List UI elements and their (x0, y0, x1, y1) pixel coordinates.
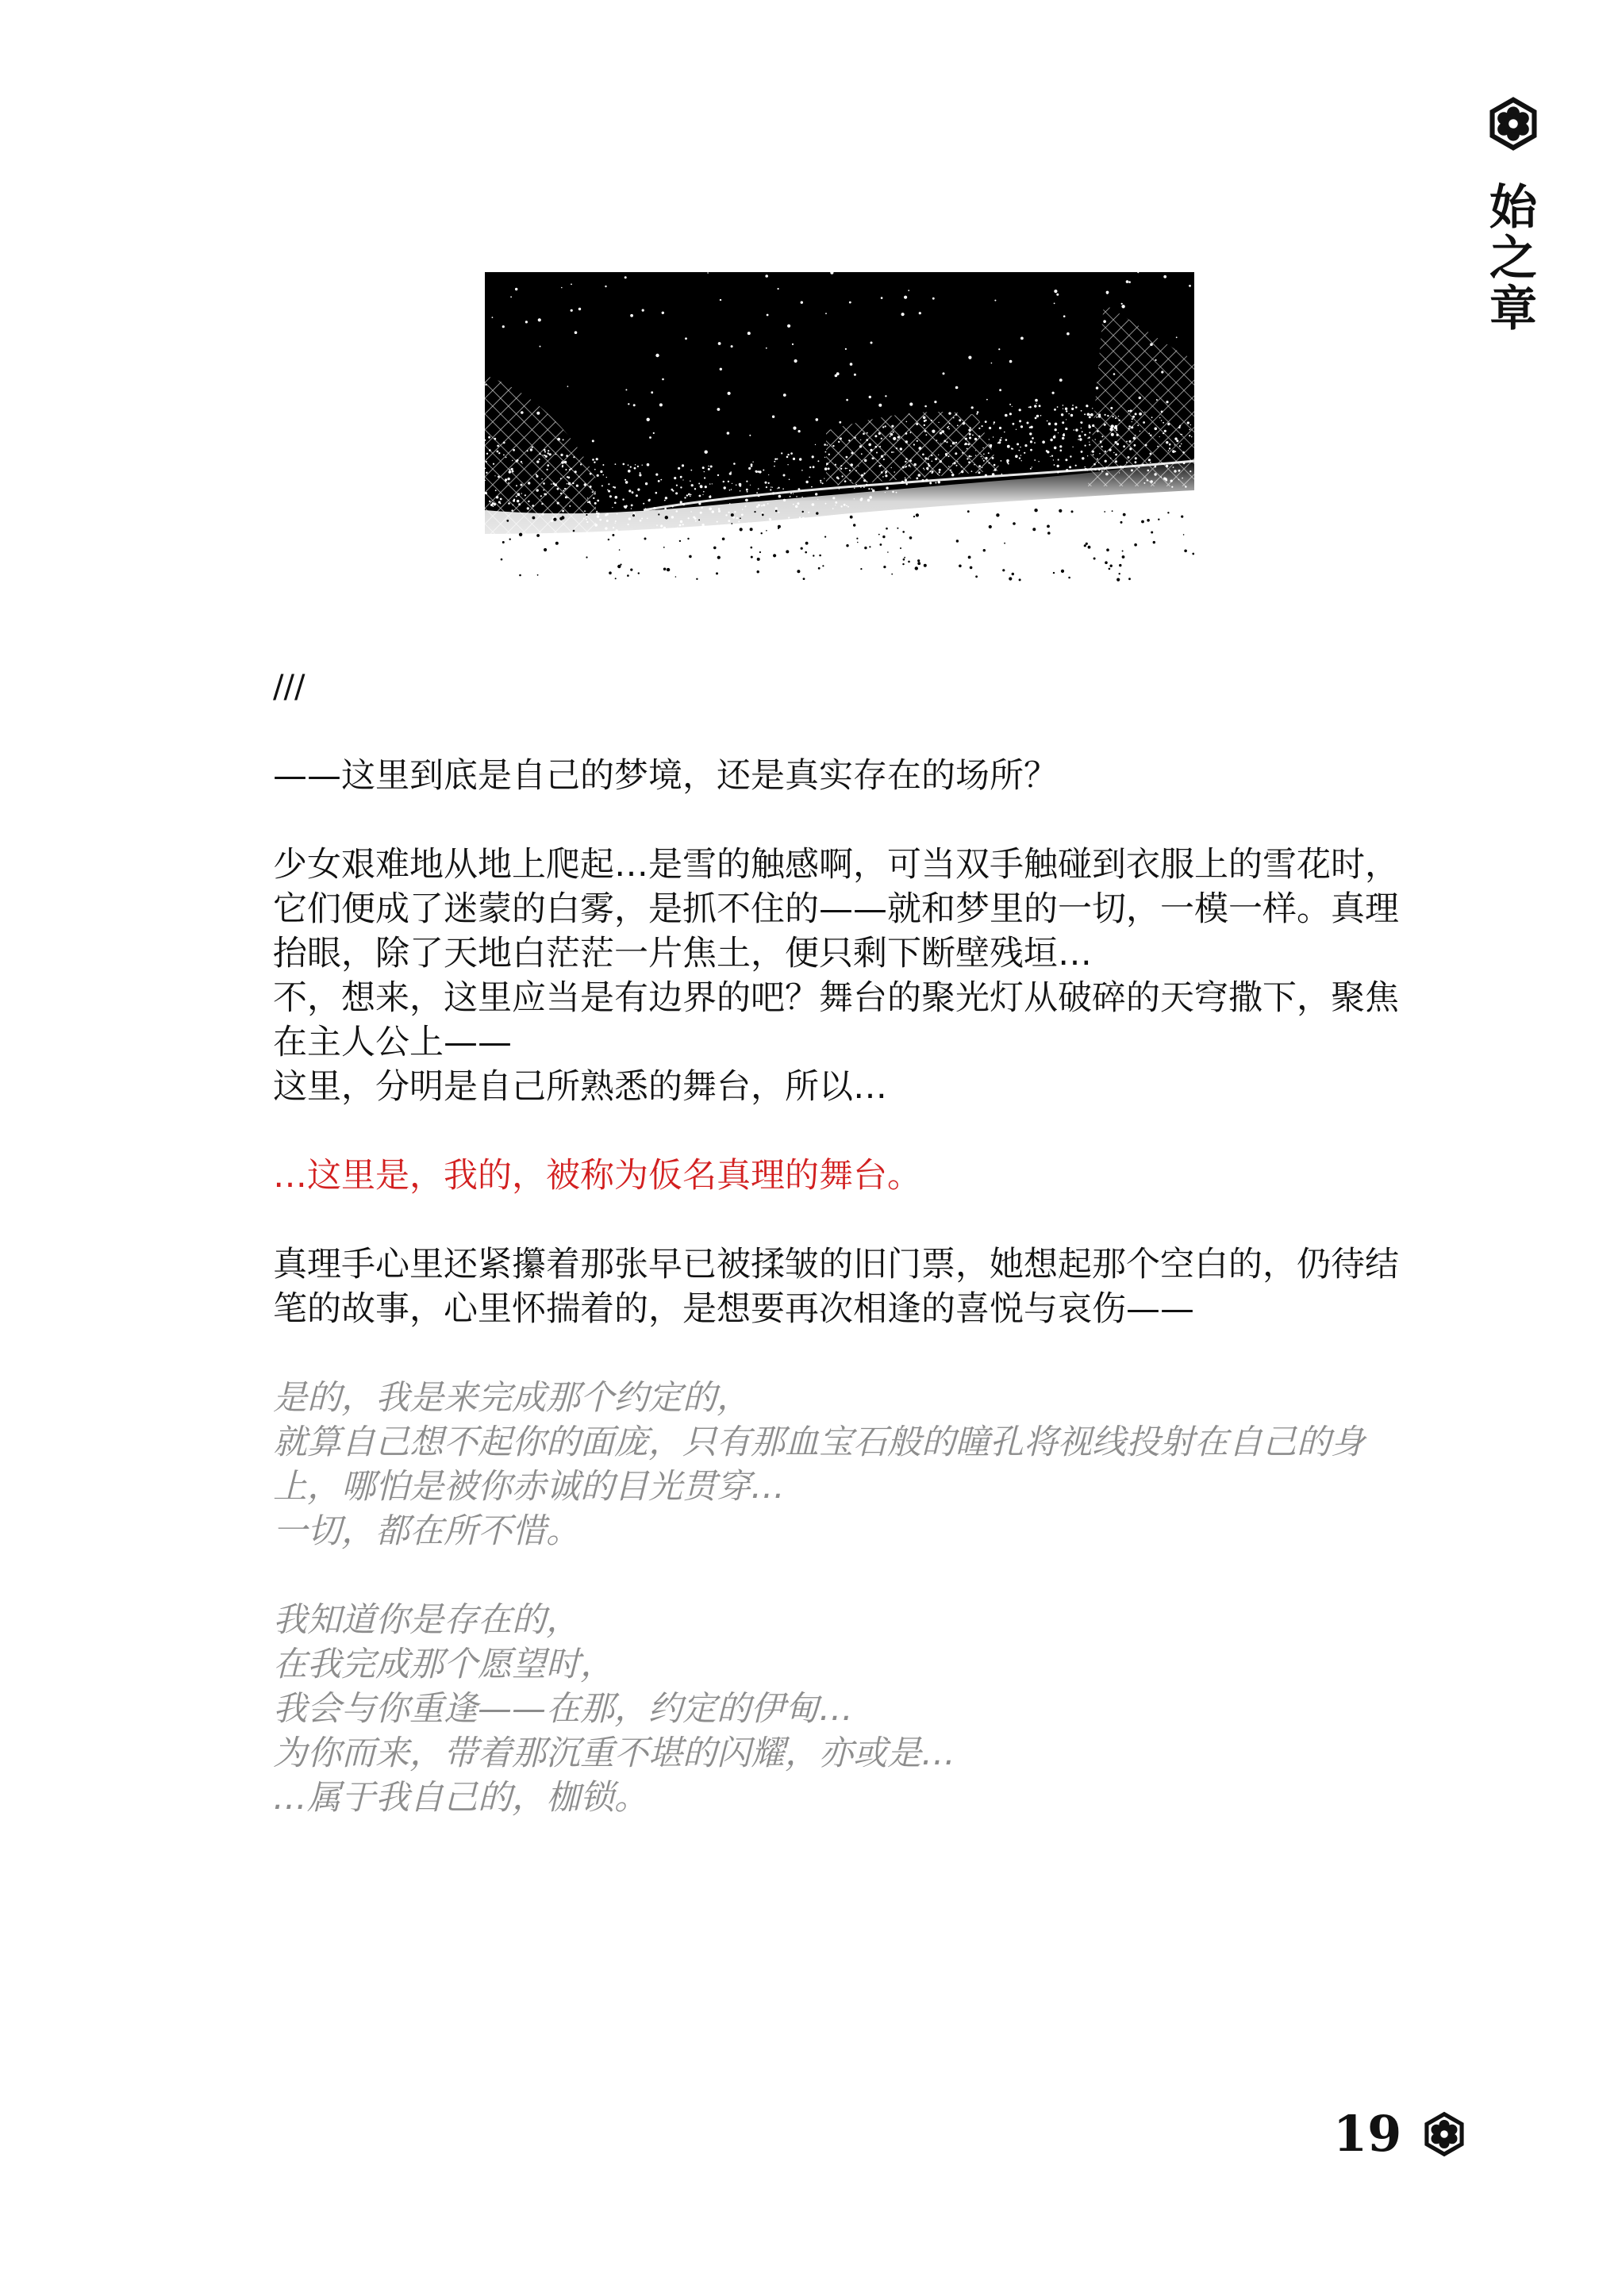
section-divider: /// (273, 669, 306, 705)
paragraph: 真理手心里还紧攥着那张早已被揉皱的旧门票，她想起那个空白的，仍待结笔的故事，心里怀揣着的，是想要再次相逢的喜悦与哀伤—— (273, 1245, 1399, 1329)
poem-line: 就算自己想不起你的面庞，只有那血宝石般的瞳孔将视线投射在自己的身上，哪怕是被你赤诚的目光贯穿… (273, 1423, 1365, 1507)
flower-emblem-icon (1485, 95, 1542, 152)
flower-emblem-icon (1420, 2110, 1468, 2158)
paragraph: 少女艰难地从地上爬起…是雪的触感啊，可当双手触碰到衣服上的雪花时，它们便成了迷蒙的白雾，是抓不住的——就和梦里的一切，一模一样。真理抬眼，除了天地白茫茫一片焦土，便只剩下断壁残垣… (273, 845, 1399, 973)
poem-line: 我会与你重逢——在那，约定的伊甸… (273, 1689, 853, 1729)
poem-line: 一切，都在所不惜。 (273, 1511, 580, 1551)
poem-line: 为你而来，带着那沉重不堪的闪耀，亦或是… (273, 1734, 955, 1773)
story-body (273, 665, 1400, 1820)
snowy-night-illustration (485, 272, 1194, 582)
paragraph: 不，想来，这里应当是有边界的吧？舞台的聚光灯从破碎的天穹撒下，聚焦在主人公上—— (273, 978, 1399, 1062)
poem-line: …属于我自己的，枷锁。 (273, 1778, 648, 1818)
page-footer (1333, 2102, 1468, 2166)
poem-line: 在我完成那个愿望时， (273, 1645, 614, 1684)
opening-question: ——这里到底是自己的梦境，还是真实存在的场所？ (273, 756, 1058, 796)
poem-line: 我知道你是存在的， (273, 1600, 580, 1640)
highlight-line: …这里是，我的，被称为仮名真理的舞台。 (273, 1156, 921, 1196)
chapter-marker (1478, 95, 1549, 335)
page-number: 19 (1333, 2105, 1402, 2163)
poem-line: 是的，我是来完成那个约定的， (273, 1378, 751, 1418)
chapter-title: 始之章 (1489, 180, 1537, 337)
paragraph: 这里，分明是自己所熟悉的舞台，所以… (273, 1067, 887, 1107)
